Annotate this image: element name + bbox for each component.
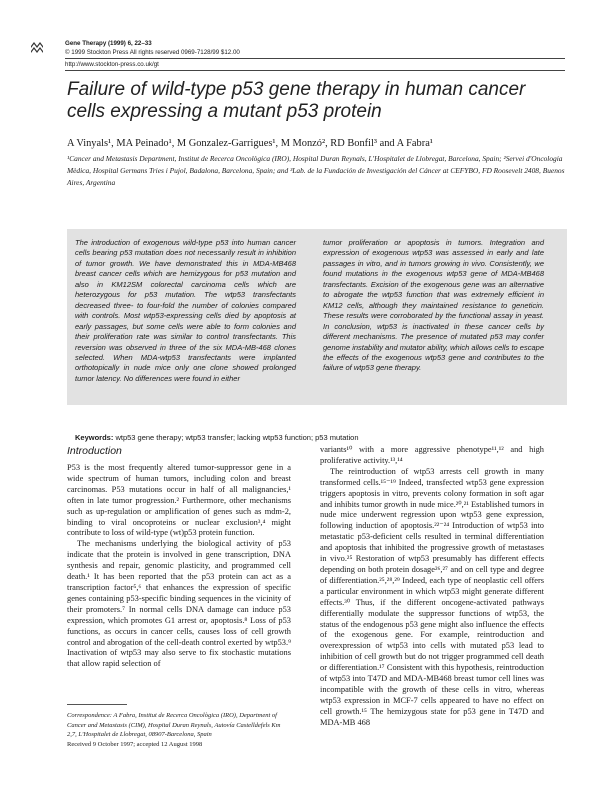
article-title: Failure of wild-type p53 gene therapy in human cancer cells expressing a mutant p53 protein bbox=[67, 79, 526, 122]
paragraph: P53 is the most frequently altered tumor-suppressor gene in a wide spectrum of human tumors, including colon and breast carcinomas. P53 mutations occur in half of all malignancies,¹ often in late tumor progression.² Furthermore, other mechanisms such as up-regulation or amplification of genes such as mdm-2, binding to viral oncoproteins or nuclear exclusion³,⁴ might contribute to loss of wild-type (wt)p53 protein function. bbox=[67, 463, 291, 538]
header-rule bbox=[65, 58, 565, 59]
header-rule-bottom bbox=[65, 70, 565, 71]
abstract-left-column: The introduction of exogenous wild-type p53 into human cancer cells bearing p53 mutation does not necessarily result in inhibition of tumor growth. We have demonstrated this in MDA-MB468 breast cancer cells which are hemizygous for p53 mutation and also in KM12SM colorectal carcinoma cells which are heterozygous for p53 mutation. The wtp53 transfectants decreased three- to four-fold the number of colonies compared with controls. Most wtp53-expressing cells died by apoptosis at early passages, but some cells were able to form colonies and their proliferation rate was similar to control transfectants. This reversion was observed in three of the six MDA-MB-468 clones selected. When MDA-wtp53 transfectants were implanted orthotopically in nude mice only one clone showed prolonged tumor latency. No differences were found in either bbox=[75, 238, 296, 383]
received-dates: Received 9 October 1997; accepted 12 August 1998 bbox=[67, 740, 203, 748]
correspondence-text: Correspondence: A Fabra, Institut de Recerca Oncològica (IRO), Department of Cancer and Metastasis (CIM), Hospital Duran Reynals, Autovía Castelldefels Km 2,7, L'Hospitalet de Llobregat, 08907-Barcelona, Spain bbox=[67, 712, 281, 738]
publisher-logo-icon bbox=[30, 40, 44, 56]
journal-url[interactable]: http://www.stockton-press.co.uk/gt bbox=[65, 61, 159, 68]
journal-header bbox=[65, 40, 240, 57]
footnote-rule bbox=[67, 704, 127, 705]
abstract-box bbox=[67, 229, 567, 442]
paragraph: The reintroduction of wtp53 arrests cell growth in many transformed cells.¹⁵⁻¹⁹ Indeed, transfected wtp53 gene expression triggers apoptosis in vitro, prevents colony formation in soft agar and inhibits tumor growth in nude mice.²⁰,²¹ Established tumors in nude mice underwent regression upon wtp53 gene expression, following induction of apoptosis.²²⁻²⁴ Introduction of wtp53 into metastatic p53-deficient cells resulted in terminal differentiation and apoptosis that inhibited the progressive growth of metastases in vivo.²⁵ Restoration of wtp53 presumably has different effects depending on both protein dosage²⁶,²⁷ and on cell type and degree of differentiation.²⁵,²⁸,²⁹ Indeed, each type of neoplastic cell offers a particular environment in which wtp53 might generate different effects.³⁰ Thus, if the different oncogene-activated pathways differentially modulate the suppressor functions of wtp53, the status of the endogenous p53 gene might also influence the effects of the exogenous gene. For example, reintroduction and overexpression of wtp53 into cells with mutated p53 lead to inhibition of cell growth but do not trigger programmed cell death or differentiation.¹⁷ Consistent with this hypothesis, reintroduction of wtp53 into T47D and MDA-MB468 breast tumor cell lines was incompatible with the growth of these cells in vitro, whereas wtp53 expression in MCF-7 cells appeared to have no effect on cell growth.¹⁵ The hemizygous state for p53 gene in T47D and MDA-MB 468 bbox=[320, 466, 544, 727]
correspondence-footnote bbox=[67, 711, 291, 749]
journal-citation: Gene Therapy (1999) 6, 22–33 bbox=[65, 40, 152, 47]
abstract-right-column: tumor proliferation or apoptosis in tumors. Integration and expression of exogenous wtp53 was assessed in early and late passages in vitro, and in tumors growing in vivo. Consistently, we found mutations in the exogenous wtp53 gene of MDA-MB468 transfectants. Excision of the exogenous gene was an alternative to abrogate the wtp53 function that was extremely efficient in KM12 cells, although they maintained resistance to geneticin. These results were corroborated by the functional assay in yeast. In conclusion, wtp53 is inactivated in these cancer cells by different mechanisms. The presence of mutated p53 may confer genome instability and mutator ability, which allows cells to escape the effects of the exogenous wtp53 gene and contributes to the failure of wtp53 gene therapy. bbox=[323, 238, 544, 373]
paragraph: The mechanisms underlying the biological activity of p53 indicate that the protein is involved in gene transcription, DNA synthesis and repair, genomic plasticity, and programmed cell death.¹ It has been reported that the p53 protein can act as a transcription factor⁵,⁶ that enhances the expression of specific genes containing p53-specific binding sequences in the vicinity of their promoters.⁷ In normal cells DNA damage can induce p53 expression, which promotes G1 arrest or, apoptosis.⁸ Loss of p53 functions, as occurs in cancer cells, causes loss of cell growth control and abrogation of the cell-death control exerted by wtp53.⁹ Inactivation of wtp53 may also serve to fix stochastic mutations that allow rapid selection of bbox=[67, 539, 291, 669]
author-list: A Vinyals¹, MA Peinado¹, M Gonzalez-Garrigues¹, M Monzó², RD Bonfil³ and A Fabra¹ bbox=[67, 138, 433, 149]
keywords-list: wtp53 gene therapy; wtp53 transfer; lacking wtp53 function; p53 mutation bbox=[115, 433, 359, 442]
keywords bbox=[75, 433, 565, 442]
affiliations: ¹Cancer and Metastasis Department, Institut de Recerca Oncològica (IRO), Hospital Duran Reynals, L'Hospitalet de Llobregat, Barcelona, Spain; ²Servei d'Oncologia Mèdica, Hospital Germans Tries i Pujol, Badalona, Barcelona, Spain; and ³Lab. de la Fundación de Investigación del Cáncer at CEFYBO, FD Roosevelt 2408, Buenos Aires, Argentina bbox=[67, 154, 565, 187]
body-right-column bbox=[320, 445, 544, 729]
paragraph: variants¹⁰ with a more aggressive phenotype¹¹,¹² and high proliferative activity.¹³,¹⁴ bbox=[320, 445, 544, 465]
body-left-column bbox=[67, 463, 291, 670]
keywords-label: Keywords: bbox=[75, 433, 114, 442]
copyright-line: © 1999 Stockton Press All rights reserved 0969-7128/99 $12.00 bbox=[65, 48, 240, 56]
section-heading-introduction: Introduction bbox=[67, 445, 122, 457]
